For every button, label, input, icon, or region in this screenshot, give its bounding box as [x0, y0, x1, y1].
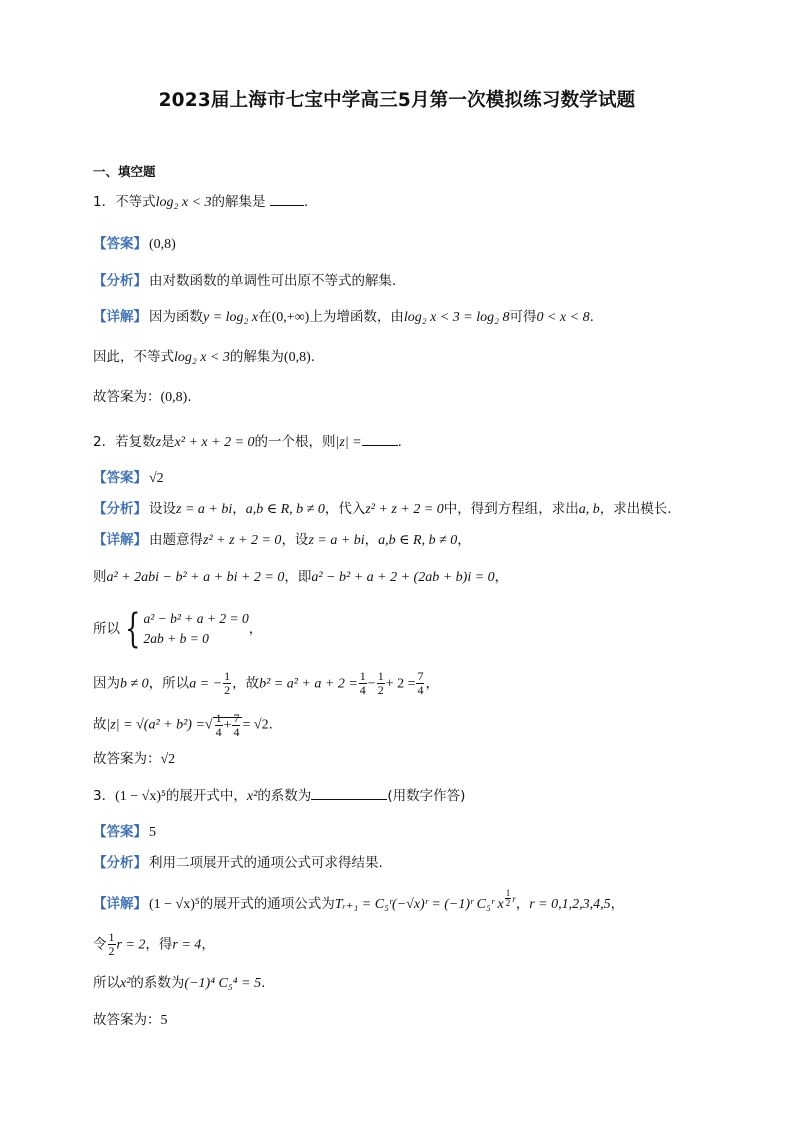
detail-text: 的展开式的通项公式为 [199, 896, 335, 912]
equation-system-row: 所以 { a² − b² + a + 2 = 0 2ab + b = 0 ， [93, 606, 263, 652]
detail-text: 因为函数 [149, 309, 203, 325]
answer-value: √2 [149, 471, 164, 486]
derivation-text: 所以 [93, 975, 120, 991]
page-title: 2023届上海市七宝中学高三5月第一次模拟练习数学试题 [158, 90, 636, 111]
derivation-text: ，得 [145, 936, 173, 953]
left-brace-icon: { [125, 606, 141, 652]
derivation-text: ，所以 [148, 675, 190, 692]
final-answer-label: 故答案为： [93, 389, 161, 405]
question-text: 的系数为 [257, 788, 312, 804]
derivation-text: ，即 [284, 569, 312, 585]
derivation-text: 所以 [93, 621, 120, 637]
math-expression: log₂ x < 3 [155, 195, 212, 210]
detail-label: 【详解】 [93, 309, 147, 325]
derivation-text: 故 [93, 716, 107, 733]
math-expression: z = a + bi [176, 502, 233, 517]
math-expression: a² + 2abi − b² + a + bi + 2 = 0 [106, 570, 285, 585]
math-expression: 0 < x < 8 [536, 310, 590, 325]
detail-row: 【详解】 因为函数y = log₂ x在(0,+∞)上为增函数，由log₂ x < 3 = log₂ 8可得0 < x < 8. [93, 309, 594, 325]
fraction: $\frac{1}{2}$ [505, 888, 511, 909]
analysis-row [93, 271, 396, 291]
answer-label: 【答案】 [93, 470, 147, 486]
final-answer-row: 故答案为：(0,8). [93, 389, 192, 405]
derivation-row: 所以x²的系数为(−1)⁴ C₅⁴ = 5. [93, 975, 266, 991]
detail-text: 可得 [509, 309, 537, 325]
math-expression: r = 4 [172, 937, 202, 953]
conclusion-text: 因此，不等式 [93, 349, 174, 365]
question-text: 是 [161, 434, 175, 450]
math-expression: r = 2 [116, 937, 146, 953]
final-answer-value: √2 [160, 752, 176, 767]
question-text: 的解集是 [211, 194, 266, 210]
derivation-text: 因为 [93, 675, 120, 692]
math-expression: = √2 [242, 717, 269, 733]
answer-blank [362, 433, 398, 446]
answer-row [93, 234, 176, 255]
derivation-row: 故|z| = √(a² + b²) =√ $\frac{1}{4}$ + $\frac{7}{4}$ = √2. [93, 711, 273, 739]
answer-label: 【答案】 [93, 824, 147, 840]
derivation-text: ，故 [232, 675, 260, 692]
math-expression: a,b ∈ R, b ≠ 0 [378, 533, 458, 548]
math-expression: (0,8) [283, 350, 311, 365]
math-expression: |z| = √(a² + b²) = [106, 717, 205, 733]
analysis-label: 【分析】 [93, 855, 147, 871]
detail-text: 由题意得 [149, 532, 203, 548]
section-heading: 一、填空题 [93, 164, 156, 179]
final-answer-value: 5 [160, 1013, 168, 1028]
analysis-text: ，代入 [324, 501, 366, 517]
math-expression: z² + z + 2 = 0 [365, 502, 444, 517]
conclusion-row: 因此，不等式log₂ x < 3的解集为(0,8). [93, 349, 316, 365]
question-number: 2． [93, 434, 116, 450]
math-expression: r = 0,1,2,3,4,5 [529, 897, 611, 912]
final-answer-row [93, 749, 175, 770]
analysis-text: 中，得到方程组，求出 [443, 501, 579, 517]
math-expression: (0,+∞) [271, 310, 310, 325]
conclusion-text: 的解集为 [229, 349, 284, 365]
fraction: $\frac{1}{2}$ [108, 930, 115, 958]
math-expression: (−1)⁴ C₅⁴ = 5 [184, 976, 262, 991]
math-expression: a = − [189, 676, 223, 692]
math-expression: (1 − √x)⁵ [149, 897, 200, 912]
math-expression: log₂ x < 3 [174, 350, 230, 365]
math-expression: y = log₂ x [203, 310, 259, 325]
detail-text: ，设 [281, 532, 309, 548]
math-expression: a² − b² + a + 2 + (2ab + b)i = 0 [311, 570, 495, 585]
system-equation: 2ab + b = 0 [143, 631, 209, 646]
question-1: 1．不等式log₂ x < 3的解集是 . [93, 194, 309, 210]
detail-row: 【详解】 由题意得z² + z + 2 = 0，设z = a + bi，a,b ∈ R, b ≠ 0， [93, 532, 471, 548]
math-expression: |z| = [335, 435, 362, 450]
analysis-label: 【分析】 [93, 273, 147, 289]
math-expression: b² = a² + a + 2 = [259, 676, 358, 692]
detail-label: 【详解】 [93, 896, 147, 912]
answer-value: (0,8) [149, 237, 176, 252]
analysis-text: 设设 [149, 501, 176, 517]
question-note: (用数字作答) [387, 788, 466, 804]
question-2: 2．若复数z是x² + x + 2 = 0的一个根，则|z| = . [93, 434, 402, 450]
detail-text: 在 [258, 309, 272, 325]
math-expression: x² + x + 2 = 0 [174, 435, 255, 450]
fraction: $\frac{1}{2}$ [224, 669, 231, 697]
final-answer-value: (0,8) [160, 390, 188, 405]
math-expression: x² [120, 976, 131, 991]
derivation-row: 因为b ≠ 0，所以a = − $\frac{1}{2}$ ，故b² = a² + a + 2 = $\frac{1}{4}$ − $\frac{1}{2}$ + 2 = $\frac{7}{4}$ ， [93, 669, 439, 697]
math-expression: a,b ∈ R, b ≠ 0 [245, 502, 325, 517]
question-text: 的展开式中， [165, 788, 247, 804]
square-root: √ $\frac{1}{4}$ + $\frac{7}{4}$ [205, 717, 243, 733]
math-expression: x² [246, 789, 258, 804]
math-expression: a, b [578, 502, 600, 517]
final-answer-label: 故答案为： [93, 1012, 161, 1028]
analysis-text: ，求出模长. [599, 501, 672, 517]
question-text: 若复数 [115, 434, 156, 450]
derivation-row: 则a² + 2abi − b² + a + bi + 2 = 0，即a² − b² + a + 2 + (2ab + b)i = 0， [93, 569, 509, 585]
fraction: $\frac{1}{4}$ [359, 669, 366, 697]
math-expression: (1 − √x)⁵ [115, 789, 166, 804]
derivation-text: 则 [93, 569, 107, 585]
detail-text: 上为增函数，由 [309, 309, 404, 325]
detail-label: 【详解】 [93, 532, 147, 548]
derivation-text: 令 [93, 936, 107, 953]
question-text: 的一个根，则 [254, 434, 336, 450]
fraction: $\frac{1}{2}$ [377, 669, 384, 697]
answer-blank [311, 787, 387, 800]
answer-value: 5 [149, 825, 156, 840]
analysis-row [93, 853, 383, 873]
math-expression: z² + z + 2 = 0 [203, 533, 282, 548]
final-answer-label: 故答案为： [93, 751, 161, 767]
analysis-text: 由对数函数的单调性可出原不等式的解集. [149, 273, 397, 289]
fraction: $\frac{7}{4}$ [417, 669, 424, 697]
math-expression: log₂ x < 3 = log₂ 8 [403, 310, 510, 325]
derivation-row: 令 $\frac{1}{2}$ r = 2，得r = 4， [93, 930, 215, 958]
math-expression: b ≠ 0 [120, 676, 149, 692]
answer-label: 【答案】 [93, 236, 147, 252]
equation-system [120, 606, 249, 652]
analysis-label: 【分析】 [93, 501, 147, 517]
question-text: 不等式 [115, 194, 156, 210]
question-number: 3． [93, 788, 116, 804]
question-3 [93, 786, 465, 807]
answer-row [93, 822, 156, 843]
detail-row: 【详解】 (1 − √x)⁵的展开式的通项公式为Tᵣ₊₁ = C₅ʳ(−√x)ʳ = (−1)ʳ C₅ʳ x $^{\frac{1}{2} r}$，r = 0,1,2,3,4,5， [93, 888, 625, 912]
math-expression: z = a + bi [308, 533, 365, 548]
derivation-text: 的系数为 [130, 975, 185, 991]
analysis-row: 【分析】 设设z = a + bi，a,b ∈ R, b ≠ 0，代入z² + z + 2 = 0中，得到方程组，求出a, b，求出模长. [93, 501, 672, 517]
analysis-text: 利用二项展开式的通项公式可求得结果. [149, 855, 383, 871]
answer-row [93, 468, 164, 489]
final-answer-row [93, 1010, 168, 1031]
answer-blank [270, 193, 304, 206]
math-expression: z [155, 435, 162, 450]
system-equation: a² − b² + a + 2 = 0 [143, 611, 249, 626]
question-number: 1． [93, 194, 116, 210]
math-expression: Tᵣ₊₁ = C₅ʳ(−√x)ʳ = (−1)ʳ C₅ʳ x [334, 897, 504, 912]
